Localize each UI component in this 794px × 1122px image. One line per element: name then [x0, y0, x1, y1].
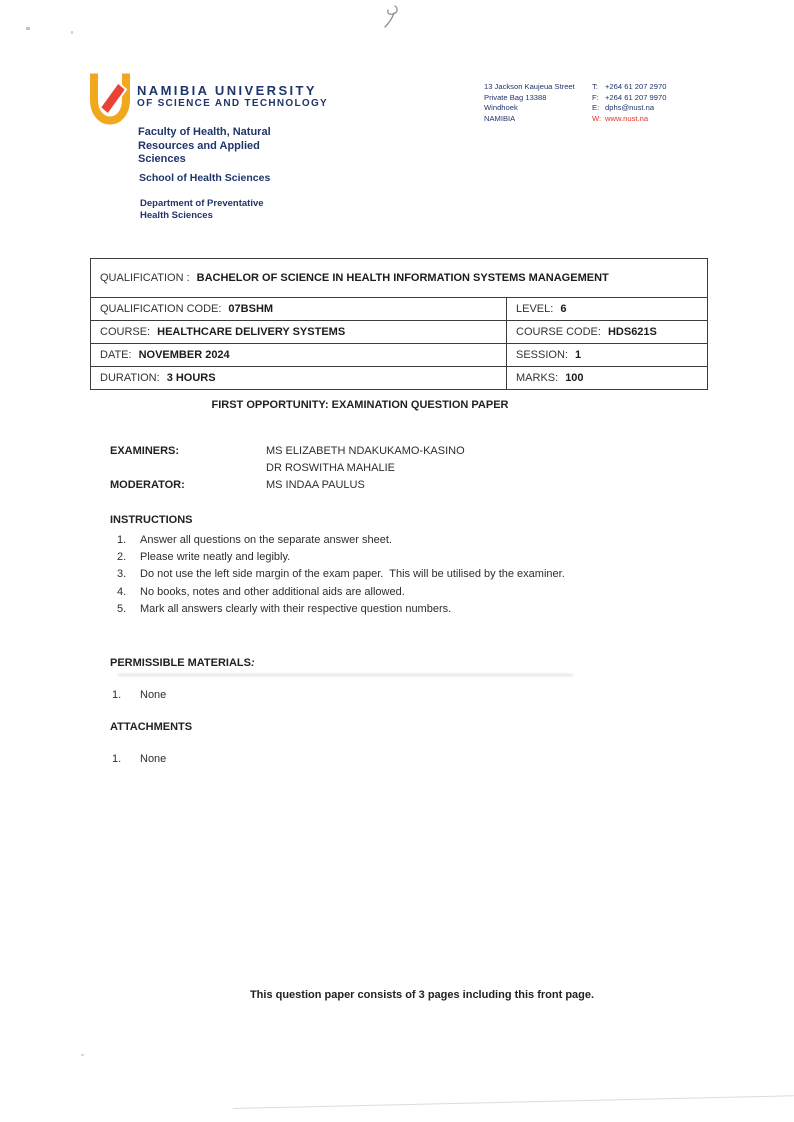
faculty-name: Faculty of Health, Natural Resources and Applied Sciences: [138, 126, 271, 165]
instruction-item: No books, notes and other additional aids are allowed.: [140, 585, 405, 598]
scan-speck: [81, 1054, 84, 1056]
course-code-cell: COURSE CODE: HDS621S: [506, 321, 707, 343]
session-cell: SESSION: 1: [506, 344, 707, 366]
scan-speck: [26, 27, 30, 30]
moderator-label: MODERATOR:: [110, 479, 185, 492]
instruction-item: Answer all questions on the separate answer sheet.: [140, 534, 392, 546]
qualification-code-cell: QUALIFICATION CODE: 07BSHM: [100, 303, 274, 315]
duration-cell: DURATION: 3 HOURS: [100, 372, 216, 384]
phone-email-block: [592, 82, 666, 124]
handwritten-pen-mark: [381, 3, 403, 29]
qualification-cell: QUALIFICATION : BACHELOR OF SCIENCE IN HEALTH INFORMATION SYSTEMS MANAGEMENT: [100, 272, 609, 284]
date-cell: DATE: NOVEMBER 2024: [100, 349, 230, 361]
contact-block: [484, 82, 666, 124]
level-cell: LEVEL: 6: [506, 298, 707, 320]
course-cell: COURSE: HEALTHCARE DELIVERY SYSTEMS: [100, 326, 346, 338]
attachments-list: [112, 753, 166, 765]
table-row: [91, 343, 707, 366]
spacer: [110, 460, 266, 477]
permissible-materials-list: [112, 689, 166, 701]
address-line: Windhoek: [484, 103, 518, 113]
instructions-heading: INSTRUCTIONS: [110, 514, 193, 526]
examiner-name: MS ELIZABETH NDAKUKAMO-KASINO: [266, 445, 465, 457]
university-name: NAMIBIA UNIVERSITY: [137, 83, 317, 98]
university-subtitle: OF SCIENCE AND TECHNOLOGY: [137, 98, 329, 109]
examiner-name: DR ROSWITHA MAHALIE: [266, 462, 395, 475]
permissible-materials-heading: PERMISSIBLE MATERIALS:: [110, 657, 255, 669]
attachments-heading: ATTACHMENTS: [110, 721, 193, 733]
nust-logo: [88, 72, 132, 125]
fax-line: F: +264 61 207 9970: [592, 92, 667, 102]
instruction-item: Please write neatly and legibly.: [140, 551, 291, 564]
attachment-item: None: [140, 753, 167, 765]
department-name: Department of Preventative Health Sciences: [140, 198, 264, 221]
email-line: E: dphs@nust.na: [592, 103, 655, 113]
moderator-name: MS INDAA PAULUS: [266, 479, 365, 492]
heading-colon: :: [250, 657, 255, 669]
table-row: [91, 297, 707, 320]
address-line: NAMIBIA: [484, 113, 516, 123]
website-line: W: www.nust.na: [592, 113, 649, 123]
instruction-item: Do not use the left side margin of the exam paper. This will be utilised by the examiner.: [140, 568, 565, 581]
scan-edge-line: [233, 1095, 794, 1109]
material-item: None: [140, 689, 167, 701]
table-row-qualification: [91, 259, 707, 297]
table-row: [91, 320, 707, 343]
scan-smudge: [118, 674, 573, 676]
exam-details-table: [90, 258, 708, 390]
address-line: Private Bag 13388: [484, 92, 547, 102]
address-line: 13 Jackson Kaujeua Street: [484, 82, 575, 91]
page-count-note: This question paper consists of 3 pages including this front page.: [249, 989, 595, 1001]
table-row: [91, 366, 707, 389]
scan-speck: [71, 31, 73, 34]
instruction-item: Mark all answers clearly with their respective question numbers.: [140, 602, 452, 615]
paper-title: FIRST OPPORTUNITY: EXAMINATION QUESTION PAPER: [211, 399, 509, 411]
telephone-line: T: +264 61 207 2970: [592, 82, 667, 91]
instructions-list: [117, 532, 565, 618]
school-name: School of Health Sciences: [139, 172, 271, 184]
examiners-label: EXAMINERS:: [110, 445, 180, 457]
examiners-block: [110, 443, 465, 495]
postal-address: [484, 82, 592, 124]
marks-cell: MARKS: 100: [506, 367, 707, 389]
